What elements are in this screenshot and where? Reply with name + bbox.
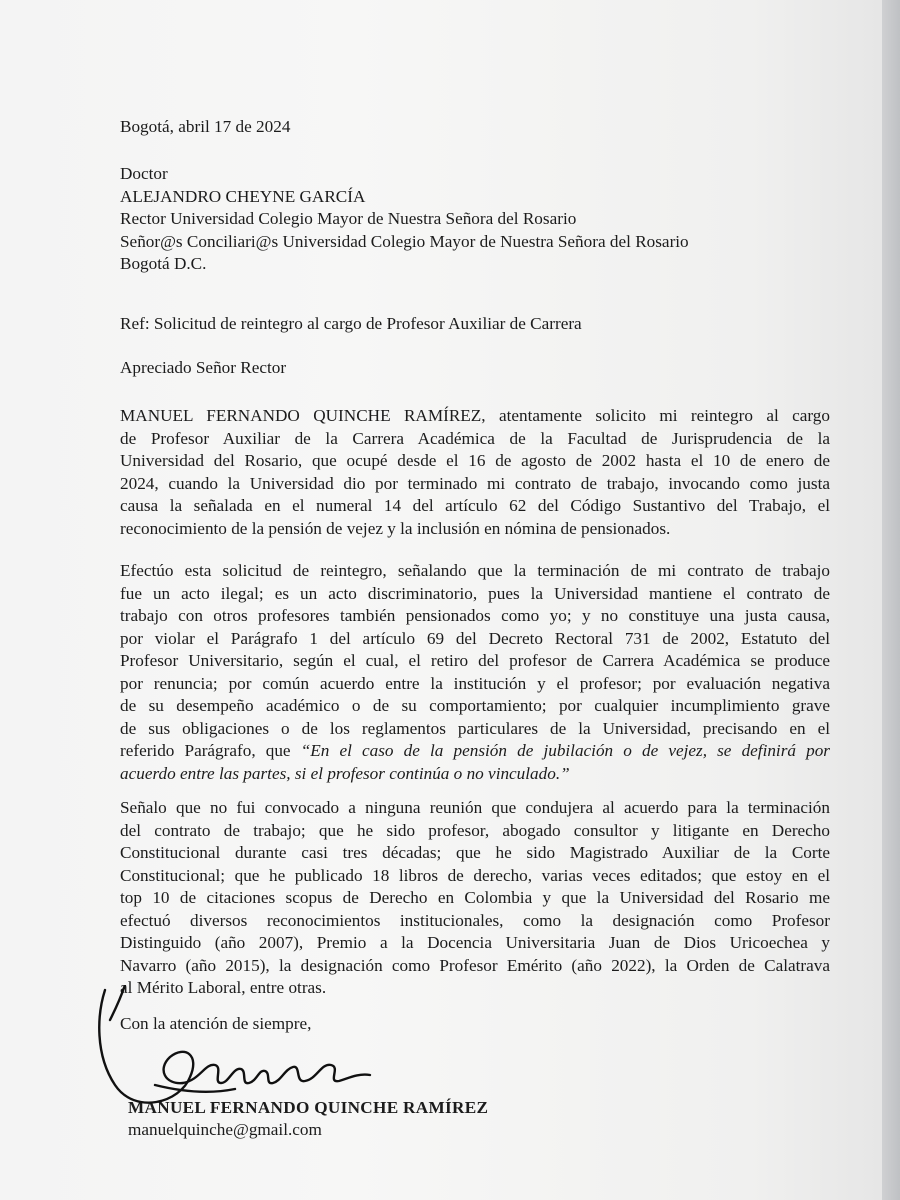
paragraph-line: al Mérito Laboral, entre otras.	[120, 978, 327, 997]
addressee-title: Doctor	[120, 164, 168, 183]
paragraph-line: 2024, cuando la Universidad dio por terminado mi contrato de trabajo, invocando como justa	[120, 473, 830, 493]
quoted-text: “En el caso de la pensión de jubilación o de vejez, se definirá por	[300, 741, 830, 760]
paragraph-line: top 10 de citaciones scopus de Derecho en Colombia y que la Universidad del Rosario me	[120, 888, 830, 907]
addressee-name: ALEJANDRO CHEYNE GARCÍA	[120, 186, 366, 206]
paragraph-line: fue un acto ilegal; es un acto discriminatorio, pues la Universidad mantiene el contrato de	[120, 583, 830, 603]
paragraph-line	[120, 763, 830, 786]
paragraph-line: causa la señalada en el numeral 14 del artículo 62 del Código Sustantivo del Trabajo, el	[120, 496, 830, 515]
handwritten-signature	[95, 985, 395, 1125]
paragraph-line: del contrato de trabajo; que he sido profesor, abogado consultor y litigante en Derecho	[120, 820, 830, 840]
paragraph-line: Profesor Universitario, según el cual, el retiro del profesor de Carrera Académica se produce	[120, 651, 830, 670]
paragraph-line: Distinguido (año 2007), Premio a la Docencia Universitaria Juan de Dios Uricoechea y	[120, 933, 830, 952]
paragraph-merits	[120, 797, 830, 1000]
paragraph-line: Constitucional; que he publicado 18 libros de derecho, varias veces editados; que estoy en el	[120, 865, 830, 885]
salutation: Apreciado Señor Rector	[120, 358, 287, 377]
paragraph-line: de sus obligaciones o de los reglamentos particulares de la Universidad, precisando en el	[120, 718, 830, 738]
paragraph-line: Constitucional durante casi tres décadas; que he sido Magistrado Auxiliar de la Corte	[120, 843, 830, 862]
quoted-text: acuerdo entre las partes, si el profesor continúa o no vinculado.”	[120, 763, 570, 783]
signer-email: manuelquinche@gmail.com	[128, 1120, 322, 1139]
paragraph-line: Universidad del Rosario, que ocupé desde el 16 de agosto de 2002 hasta el 10 de enero de	[120, 451, 830, 470]
paragraph-line: por renuncia; por común acuerdo entre la institución y el profesor; por evaluación negativa	[120, 673, 830, 693]
paragraph-text: referido Parágrafo, que	[120, 741, 301, 760]
addressee-council: Señor@s Conciliari@s Universidad Colegio Mayor de Nuestra Señora del Rosario	[120, 231, 689, 251]
reference-line: Ref: Solicitud de reintegro al cargo de Profesor Auxiliar de Carrera	[120, 314, 582, 333]
paragraph-line: efectuó diversos reconocimientos institucionales, como la designación como Profesor	[120, 910, 830, 930]
paragraph-request	[120, 405, 830, 540]
addressee-block	[120, 163, 689, 276]
paragraph-grounds	[120, 560, 830, 785]
paragraph-line: por violar el Parágrafo 1 del artículo 69 del Decreto Rectoral 731 de 2002, Estatuto del	[120, 628, 830, 648]
paragraph-line: de Profesor Auxiliar de la Carrera Académica de la Facultad de Jurisprudencia de la	[120, 428, 830, 448]
closing-line: Con la atención de siempre,	[120, 1014, 312, 1033]
background-surface	[882, 0, 900, 1200]
paragraph-line: Navarro (año 2015), la designación como Profesor Emérito (año 2022), la Orden de Calatrava	[120, 955, 830, 975]
signer-name: MANUEL FERNANDO QUINCHE RAMÍREZ	[128, 1098, 489, 1117]
paragraph-line: de su desempeño académico o de su comportamiento; por cualquier incumplimiento grave	[120, 696, 830, 715]
paragraph-line: trabajo con otros profesores también pensionados como yo; y no constituye una justa causa,	[120, 606, 830, 625]
letter-date: Bogotá, abril 17 de 2024	[120, 117, 291, 136]
paragraph-line: reconocimiento de la pensión de vejez y la inclusión en nómina de pensionados.	[120, 518, 671, 538]
addressee-role: Rector Universidad Colegio Mayor de Nuestra Señora del Rosario	[120, 209, 577, 228]
paragraph-line: Señalo que no fui convocado a ninguna reunión que condujera al acuerdo para la terminación	[120, 798, 830, 817]
paragraph-line-with-quote	[120, 740, 830, 763]
addressee-city: Bogotá D.C.	[120, 254, 207, 273]
paragraph-line: MANUEL FERNANDO QUINCHE RAMÍREZ, atentamente solicito mi reintegro al cargo	[120, 406, 830, 425]
paragraph-line: Efectúo esta solicitud de reintegro, señalando que la terminación de mi contrato de trabajo	[120, 561, 830, 580]
